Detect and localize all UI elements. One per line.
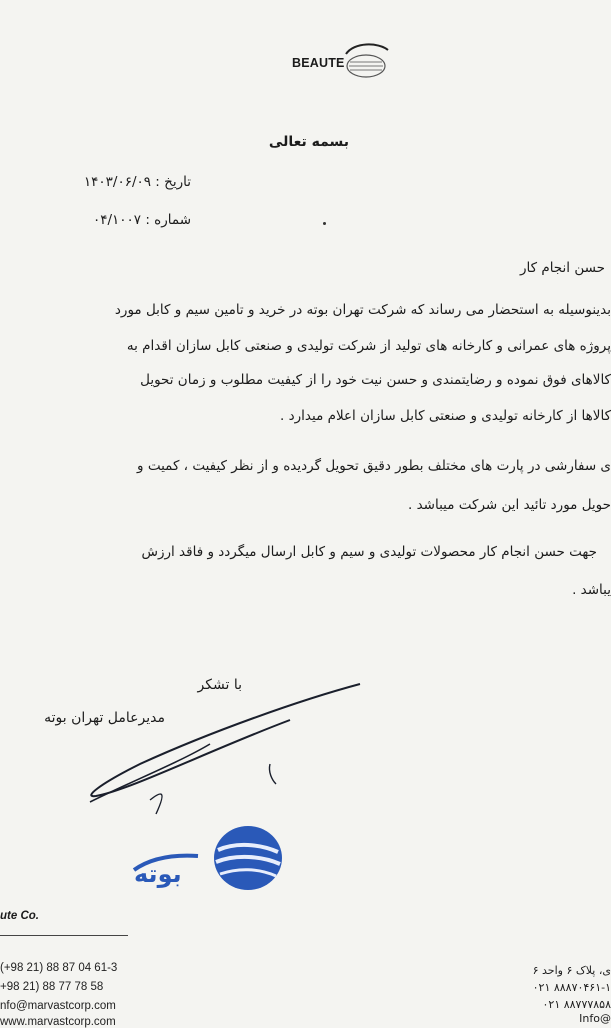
- footer-email-rtl: Info@: [579, 1012, 611, 1025]
- footer-phone-rtl-2: ۰۲۱ ۸۸۷۷۷۸۵۸: [543, 998, 611, 1011]
- body-line-6: حویل مورد تائید این شرکت میباشد .: [408, 497, 611, 513]
- signatory-title: مدیرعامل تهران بوته: [44, 710, 165, 726]
- document-heading: بسمه تعالی: [269, 134, 349, 150]
- brand-logo: [292, 40, 390, 82]
- brand-swoosh-icon: [344, 40, 390, 82]
- footer-phone-2: +98 21) 88 77 78 58: [0, 981, 103, 993]
- closing-thanks: با تشکر: [198, 677, 242, 693]
- footer-phone-1: (+98 21) 88 87 04 61-3: [0, 962, 117, 974]
- footer-divider: [0, 935, 128, 936]
- body-line-4: کالاها از کارخانه تولیدی و صنعتی کابل سازان اعلام میدارد .: [280, 408, 611, 424]
- subject-line: حسن انجام کار: [520, 260, 605, 276]
- handwritten-signature: [60, 680, 380, 830]
- company-stamp: [128, 820, 288, 900]
- footer-phone-rtl-1: ۰۲۱ ۸۸۸۷۰۴۶۱-۱: [533, 981, 611, 994]
- date-field: تاریخ : ۱۴۰۳/۰۶/۰۹: [84, 174, 191, 190]
- stamp-logo-text: بوته: [134, 860, 182, 888]
- footer-email: nfo@marvastcorp.com: [0, 1000, 116, 1012]
- footer-address-rtl: ی، پلاک ۶ واحد ۶: [533, 964, 611, 977]
- brand-wordmark: BEAUTE: [292, 56, 345, 70]
- reference-number: شماره : ۰۴/۱۰۰۷: [93, 212, 191, 228]
- body-line-3: کالاهای فوق نموده و رضایتمندی و حسن نیت خود را از کیفیت مطلوب و زمان تحویل: [140, 372, 611, 388]
- body-line-2: پروژه های عمرانی و کارخانه های تولید از شرکت تولیدی و صنعتی کابل سازان اقدام به: [127, 338, 611, 354]
- body-line-5: ی سفارشی در پارت های مختلف بطور دقیق تحویل گردیده و از نظر کیفیت ، کمیت و: [137, 458, 611, 474]
- body-line-7: جهت حسن انجام کار محصولات تولیدی و سیم و کابل ارسال میگردد و فاقد ارزش: [142, 544, 598, 560]
- body-line-8: یباشد .: [572, 582, 611, 598]
- footer-company: ute Co.: [0, 910, 39, 922]
- body-line-1: بدینوسیله به استحضار می رساند که شرکت تهران بوته در خرید و تامین سیم و کابل مورد: [115, 302, 611, 318]
- ink-dot: [323, 222, 326, 225]
- footer-website: www.marvastcorp.com: [0, 1016, 116, 1028]
